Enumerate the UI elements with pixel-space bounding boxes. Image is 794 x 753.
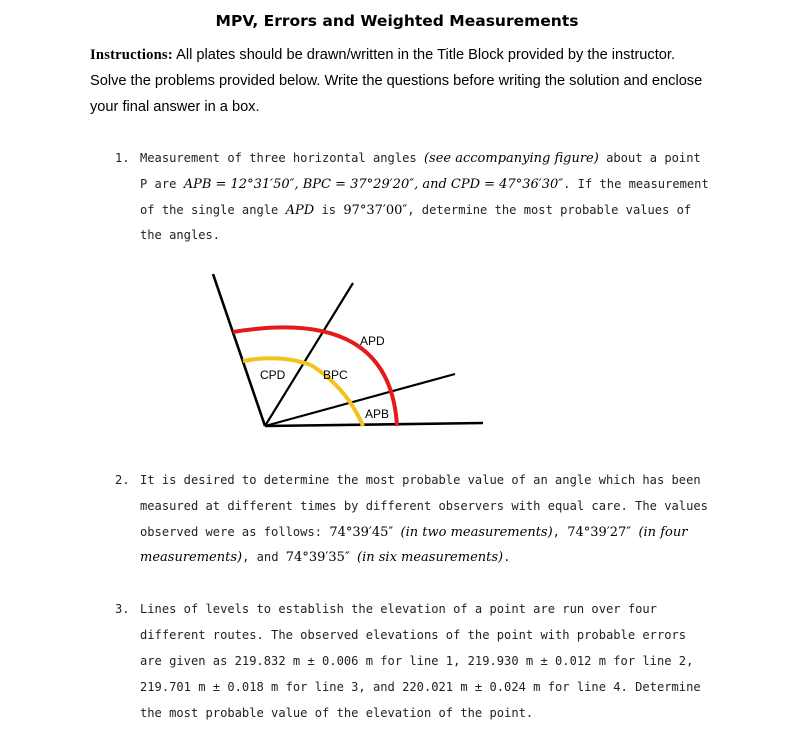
problem-number: 3.: [115, 602, 130, 616]
label-apd: APD: [360, 334, 385, 348]
instructions-text: All plates should be drawn/written in the Title Block provided by the instructor. Solve the problems provided below. Write the questions before writing the solution and enclose your final answer in a box.: [90, 47, 703, 115]
text-segment: is: [314, 202, 344, 217]
text-segment: ,: [552, 524, 568, 539]
problem-2: [115, 468, 711, 571]
math-segment: 74°39′35″: [285, 550, 350, 566]
text-segment: .: [503, 550, 511, 565]
problem-text: [140, 146, 711, 249]
math-segment: (see accompanying figure): [423, 151, 599, 166]
label-apb: APB: [365, 407, 390, 421]
math-segment: 97°37′00″: [343, 202, 408, 218]
math-segment: (in four measurements): [140, 524, 688, 566]
problem-number: 1.: [115, 151, 130, 165]
math-segment: 74°39′45″: [329, 524, 394, 540]
text-segment: , and: [242, 550, 286, 565]
math-segment: (in two measurements): [400, 524, 553, 540]
page-title: MPV, Errors and Weighted Measurements: [215, 12, 579, 30]
ray-pa: [265, 423, 483, 426]
angles-figure: [200, 270, 490, 445]
problem-text: [140, 468, 711, 571]
problem-number: 2.: [115, 473, 130, 487]
math-segment: 74°39′27″: [567, 524, 632, 540]
label-bpc: BPC: [323, 368, 348, 382]
text-segment: , determine the most probable values of the angles.: [140, 202, 692, 243]
ray-pd: [213, 274, 265, 426]
text-segment: about a point P are: [140, 151, 701, 191]
text-segment: It is desired to determine the most probable value of an angle which has been measured at different times by different observers with equal care. The values observed were as follows:: [140, 473, 708, 539]
instructions-label: Instructions:: [90, 47, 173, 63]
text-segment: Measurement of three horizontal angles: [140, 151, 424, 165]
instructions-paragraph: [90, 42, 710, 120]
math-segment: APB = 12°31′50″, BPC = 37°29′20″, and CPD = 47°36′30″: [183, 176, 564, 192]
problem-1: [115, 146, 711, 249]
math-segment: (in six measurements): [357, 550, 504, 566]
angles-diagram: [200, 270, 490, 440]
label-cpd: CPD: [260, 368, 286, 382]
text-segment: . If the measurement of the single angle: [140, 176, 709, 217]
math-segment: APD: [285, 202, 315, 218]
problem-text: Lines of levels to establish the elevation of a point are run over four different routes. The observed elevations of the point with probable errors are given as 219.832 m ± 0.006 m for line 1, 219.930 m ± 0.012 m for line 2, 219.701 m ± 0.018 m for line 3, and 220.021 m ± 0.024 m for line 4. Determine the most probable value of the elevation of the point.: [140, 602, 701, 720]
arc-cpd: [243, 358, 311, 365]
problem-3: [115, 596, 711, 726]
